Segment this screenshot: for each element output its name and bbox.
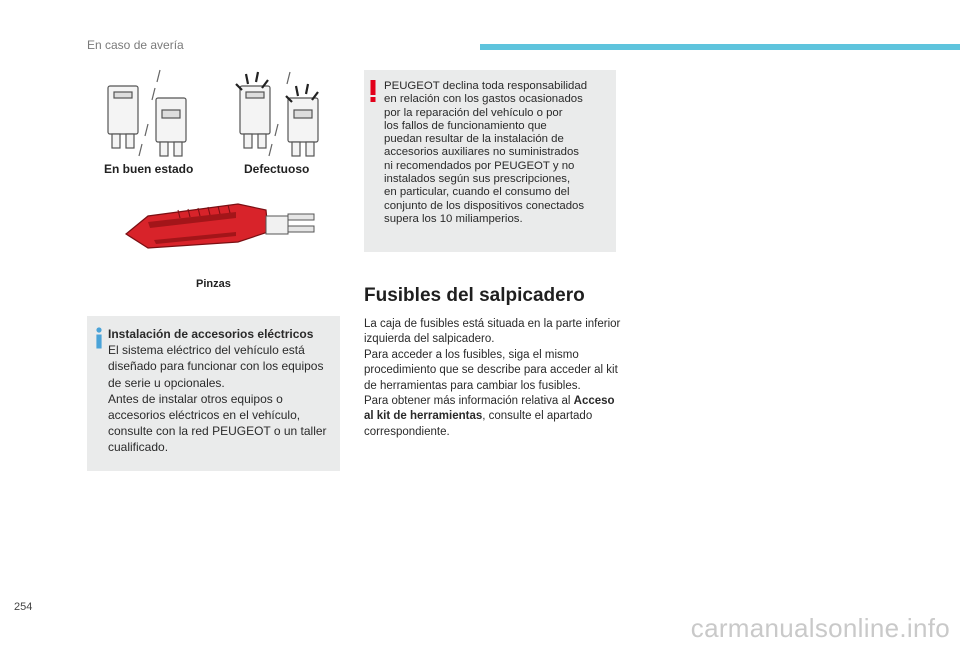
reference-suffix: , consulte el apartado correspondiente. bbox=[364, 410, 593, 438]
reference-prefix: Para obtener más información relativa al bbox=[364, 395, 571, 408]
fuse-pliers-illustration bbox=[118, 196, 328, 256]
toolkit-link-text: Acceso al kit de herramientas bbox=[364, 395, 615, 423]
watermark: carmanualsonline.info bbox=[690, 613, 950, 643]
fuse-bad-label: Defectuoso bbox=[244, 162, 310, 176]
pliers-label: Pinzas bbox=[196, 278, 231, 290]
section-body bbox=[364, 317, 624, 440]
warning-box-responsibility bbox=[364, 70, 616, 252]
paragraph-access: Para acceder a los fusibles, siga el mismo procedimiento que se describe para acceder al kit de herramientas para cambiar los fusibles. bbox=[364, 348, 618, 392]
fuse-condition-illustration bbox=[100, 68, 330, 163]
warning-text: PEUGEOT declina toda responsabilidad en relación con los gastos ocasionados por la reparación del vehículo o por los fallos de funcionamiento que puedan resultar de la instalación de accesorios auxiliares no suministrados ni recomendados por PEUGEOT y no instalados según sus prescripciones, en particular, cuando el consumo del conjunto de los dispositivos conectados supera los 10 miliamperios. bbox=[384, 80, 588, 225]
info-icon bbox=[94, 327, 104, 349]
paragraph-location: La caja de fusibles está situada en la parte inferior izquierda del salpicadero. bbox=[364, 318, 621, 346]
info-box-electrical-accessories bbox=[87, 316, 340, 471]
warning-exclamation-icon bbox=[369, 80, 377, 102]
header-accent-bar bbox=[480, 44, 960, 50]
running-header: En caso de avería bbox=[87, 38, 184, 52]
info-box-body: El sistema eléctrico del vehículo está diseñado para funcionar con los equipos de serie u opcionales. Antes de instalar otros equipos o accesorios eléctricos en el vehículo, consulte con la red PEUGEOT o un taller cualificado. bbox=[108, 343, 327, 455]
section-heading: Fusibles del salpicadero bbox=[364, 285, 585, 306]
page-number: 254 bbox=[14, 601, 33, 613]
fuse-good-label: En buen estado bbox=[104, 162, 194, 176]
paragraph-reference bbox=[364, 394, 624, 440]
info-box-title: Instalación de accesorios eléctricos bbox=[108, 327, 314, 341]
